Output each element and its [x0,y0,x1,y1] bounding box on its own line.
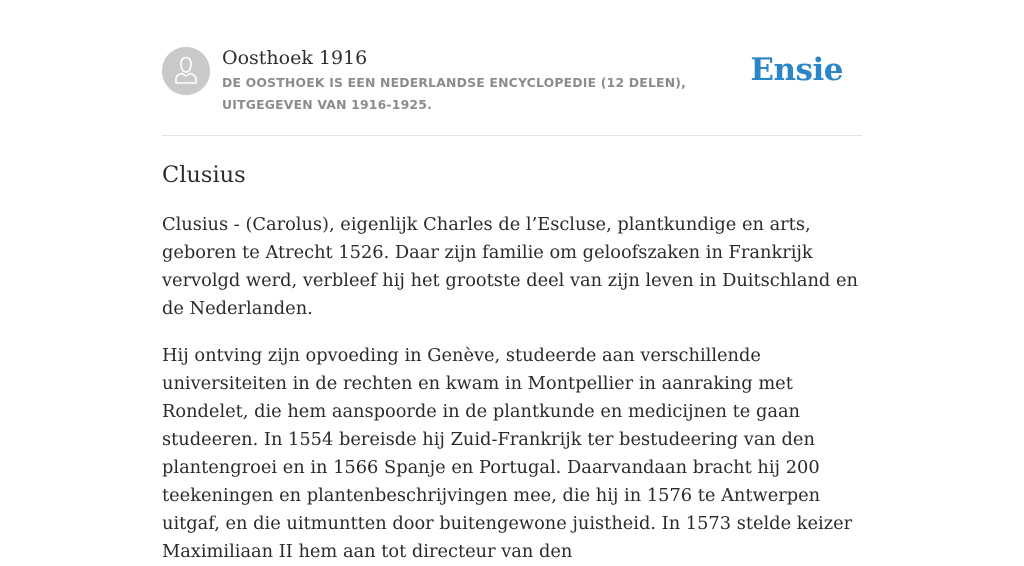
source-avatar[interactable] [162,47,210,95]
article-paragraph: Clusius - (Carolus), eigenlijk Charles de l’Escluse, plantkundige en arts, geboren te Atrecht 1526. Daar zijn familie om geloofszaken in Frankrijk vervolgd werd, verbleef hij het grootste deel van zijn leven in Duitschland en de Nederlanden. [162,214,858,319]
source-title[interactable]: Oosthoek 1916 [222,47,368,69]
article [162,158,862,566]
source-header [162,46,862,116]
user-avatar-icon [162,47,210,95]
ensie-logo[interactable]: Ensie [750,52,843,88]
header-divider [162,135,862,136]
source-description: DE OOSTHOEK IS EEN NEDERLANDSE ENCYCLOPEDIE (12 DELEN), UITGEGEVEN VAN 1916-1925. [222,75,687,112]
article-title: Clusius [162,162,246,188]
article-paragraph: Hij ontving zijn opvoeding in Genève, studeerde aan verschillende universiteiten in de rechten en kwam in Montpellier in aanraking met Rondelet, die hem aanspoorde in de plantkunde en medicijnen te gaan studeeren. In 1554 bereisde hij Zuid-Frankrijk ter bestudeering van den plantengroei en in 1566 Spanje en Portugal. Daarvandaan bracht hij 200 teekeningen en plantenbeschrijvingen mee, die hij in 1576 te Antwerpen uitgaf, en die uitmuntten door buitengewone juistheid. In 1573 stelde keizer Maximiliaan II hem aan tot directeur van den [162,345,853,562]
